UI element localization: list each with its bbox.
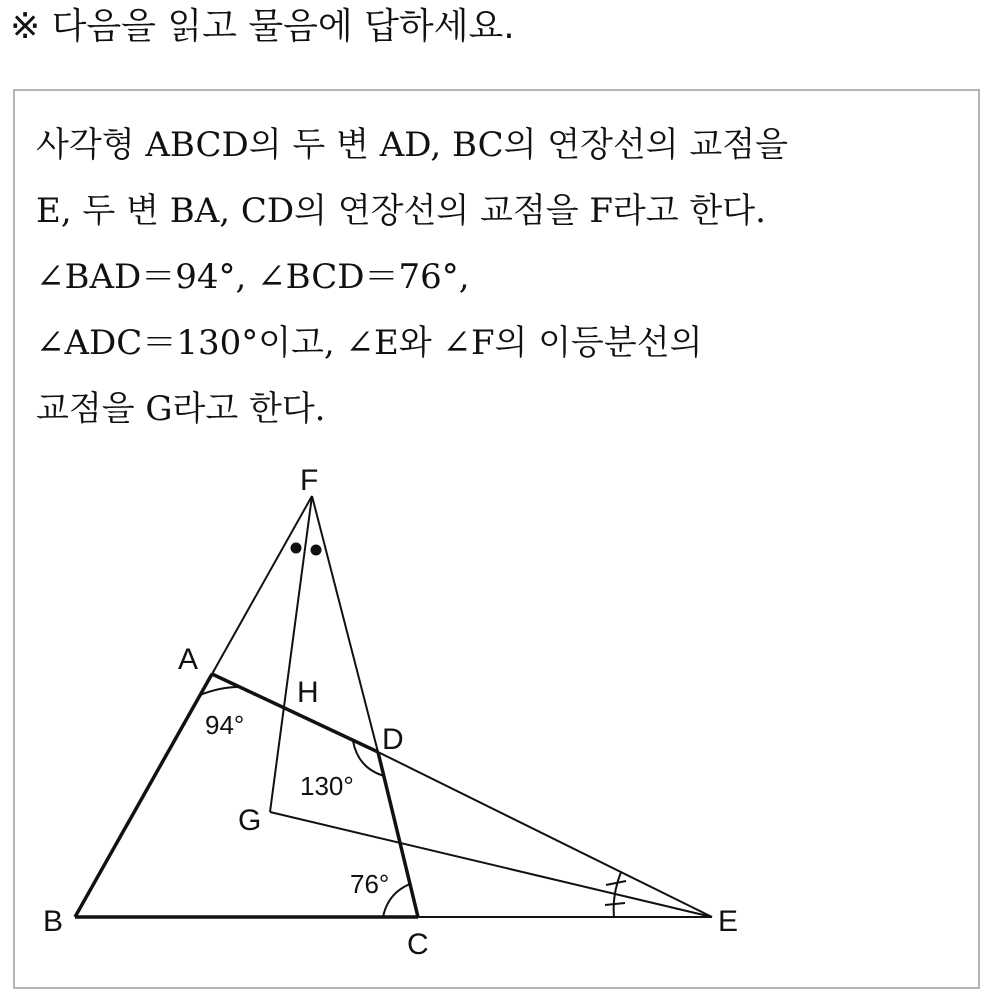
angle-label-c: 76° bbox=[350, 869, 390, 899]
angle-tick-e-2 bbox=[605, 903, 625, 905]
problem-line-2: E, 두 변 BA, CD의 연장선의 교점을 F라고 한다. bbox=[36, 191, 766, 231]
angle-label-d: 130° bbox=[300, 771, 354, 801]
point-label-g: G bbox=[238, 804, 262, 837]
segment-ba bbox=[75, 674, 212, 917]
angle-mark-dot-left bbox=[291, 543, 302, 554]
bisector-e bbox=[270, 812, 712, 917]
point-label-b: B bbox=[43, 905, 64, 938]
point-label-f: F bbox=[300, 464, 319, 497]
problem-line-5: 교점을 G라고 한다. bbox=[36, 389, 326, 429]
point-label-h: H bbox=[297, 676, 319, 709]
extension-df bbox=[312, 496, 378, 752]
point-label-c: C bbox=[407, 928, 429, 961]
point-label-d: D bbox=[382, 723, 404, 756]
angle-mark-dot-right bbox=[311, 545, 322, 556]
point-label-a: A bbox=[178, 643, 199, 676]
point-label-e: E bbox=[718, 905, 739, 938]
problem-line-4: ∠ADC＝130°이고, ∠E와 ∠F의 이등분선의 bbox=[36, 323, 703, 363]
instruction-text: ※ 다음을 읽고 물음에 답하세요. bbox=[10, 6, 515, 47]
bisector-f bbox=[270, 496, 312, 812]
problem-line-3: ∠BAD＝94°, ∠BCD＝76°, bbox=[36, 257, 470, 297]
extension-de bbox=[378, 752, 712, 917]
extension-af bbox=[212, 496, 312, 674]
problem-line-1: 사각형 ABCD의 두 변 AD, BC의 연장선의 교점을 bbox=[36, 125, 788, 165]
angle-label-a: 94° bbox=[205, 710, 245, 740]
